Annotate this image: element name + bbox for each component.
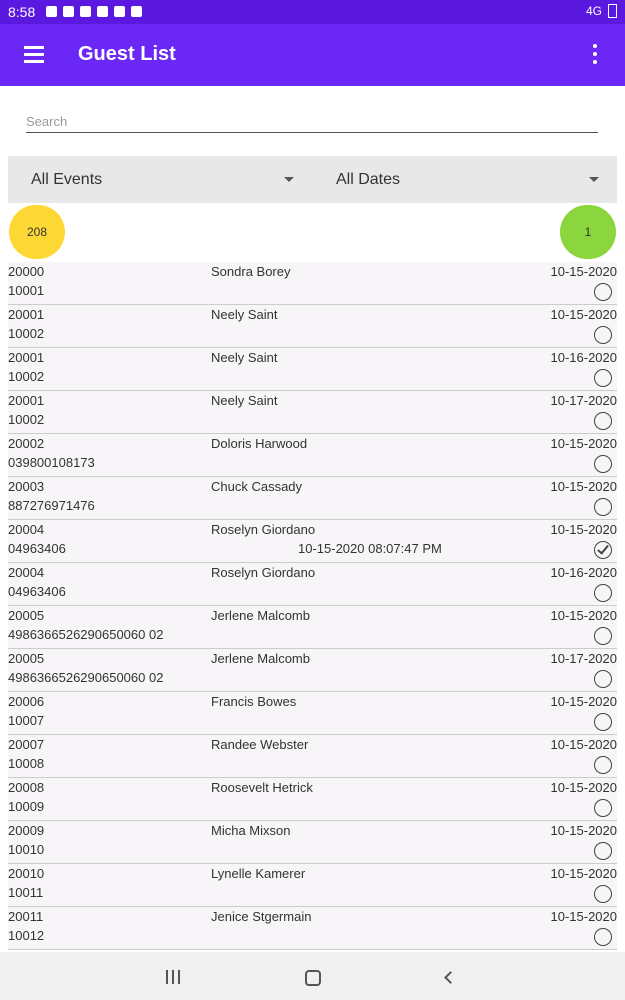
guest-code: 10012 [8, 928, 45, 943]
event-date: 10-17-2020 [550, 651, 617, 666]
guest-code: 10007 [8, 713, 45, 728]
event-date: 10-15-2020 [550, 436, 617, 451]
date-filter-label: All Dates [336, 171, 401, 188]
guest-row[interactable] [8, 778, 617, 821]
dropdown-arrow-icon [589, 177, 599, 182]
guest-row[interactable] [8, 391, 617, 434]
guest-name: Chuck Cassady [211, 479, 303, 494]
radio-unchecked-icon[interactable] [594, 627, 612, 645]
event-date: 10-15-2020 [550, 479, 617, 494]
guest-name: Roselyn Giordano [211, 565, 316, 580]
recent-apps-icon[interactable] [166, 970, 182, 984]
radio-unchecked-icon[interactable] [594, 412, 612, 430]
guest-row[interactable] [8, 606, 617, 649]
guest-id: 20001 [8, 307, 45, 322]
page-title: Guest List [78, 43, 176, 65]
guest-row[interactable] [8, 563, 617, 606]
radio-unchecked-icon[interactable] [594, 756, 612, 774]
guest-name: Micha Mixson [211, 823, 291, 838]
radio-unchecked-icon[interactable] [594, 584, 612, 602]
date-filter-dropdown[interactable] [313, 156, 617, 203]
checked-in-count-badge: 1 [560, 205, 616, 259]
check-circle-icon[interactable] [594, 541, 612, 559]
guest-id: 20010 [8, 866, 45, 881]
radio-unchecked-icon[interactable] [594, 928, 612, 946]
notification-icons [46, 6, 142, 17]
guest-id: 20007 [8, 737, 45, 752]
status-right [586, 4, 617, 18]
bag-icon [46, 6, 57, 17]
event-date: 10-16-2020 [550, 565, 617, 580]
guest-id: 20003 [8, 479, 45, 494]
dropdown-arrow-icon [284, 177, 294, 182]
guest-id: 20001 [8, 393, 45, 408]
guest-name: Jerlene Malcomb [211, 608, 310, 623]
wifi-icon [114, 6, 125, 17]
guest-code: 039800108173 [8, 455, 95, 470]
event-date: 10-15-2020 [550, 823, 617, 838]
guest-id: 20005 [8, 651, 45, 666]
guest-name: Roselyn Giordano [211, 522, 316, 537]
guest-name: Lynelle Kamerer [211, 866, 306, 881]
guest-code: 10002 [8, 412, 45, 427]
event-date: 10-15-2020 [550, 737, 617, 752]
guest-name: Roosevelt Hetrick [211, 780, 313, 795]
guest-row[interactable] [8, 907, 617, 950]
image-icon [131, 6, 142, 17]
guest-code: 10002 [8, 326, 45, 341]
guest-code: 04963406 [8, 541, 66, 556]
guest-name: Neely Saint [211, 350, 278, 365]
event-date: 10-15-2020 [550, 866, 617, 881]
guest-name: Francis Bowes [211, 694, 297, 709]
guest-row[interactable] [8, 821, 617, 864]
guest-id: 20004 [8, 522, 45, 537]
guest-name: Neely Saint [211, 393, 278, 408]
radio-unchecked-icon[interactable] [594, 842, 612, 860]
event-filter-label: All Events [31, 171, 103, 188]
guest-code: 10011 [8, 885, 44, 900]
event-date: 10-15-2020 [550, 909, 617, 924]
event-date: 10-15-2020 [550, 264, 617, 279]
guest-name: Randee Webster [211, 737, 309, 752]
guest-list [8, 262, 617, 950]
event-date: 10-15-2020 [550, 694, 617, 709]
guest-id: 20011 [8, 909, 44, 924]
radio-unchecked-icon[interactable] [594, 799, 612, 817]
guest-name: Jenice Stgermain [211, 909, 312, 924]
event-filter-dropdown[interactable] [8, 156, 308, 203]
status-time: 8:58 [8, 4, 36, 20]
guest-id: 20001 [8, 350, 45, 365]
guest-name: Doloris Harwood [211, 436, 308, 451]
radio-unchecked-icon[interactable] [594, 885, 612, 903]
back-icon[interactable] [444, 971, 457, 984]
status-bar [0, 0, 625, 24]
guest-row[interactable] [8, 305, 617, 348]
guest-row[interactable] [8, 735, 617, 778]
radio-unchecked-icon[interactable] [594, 455, 612, 473]
guest-name: Sondra Borey [211, 264, 291, 279]
radio-unchecked-icon[interactable] [594, 670, 612, 688]
guest-id: 20009 [8, 823, 45, 838]
guest-id: 20000 [8, 264, 45, 279]
guest-code: 10010 [8, 842, 45, 857]
radio-unchecked-icon[interactable] [594, 369, 612, 387]
guest-row[interactable] [8, 864, 617, 907]
system-nav-bar [0, 952, 625, 1000]
more-vert-icon[interactable] [587, 44, 603, 64]
radio-unchecked-icon[interactable] [594, 283, 612, 301]
home-icon[interactable] [305, 970, 321, 986]
app-icon [97, 6, 108, 17]
app-bar [0, 24, 625, 86]
guest-code: 4986366526290650060 02 [8, 627, 164, 642]
guest-row[interactable] [8, 649, 617, 692]
guest-row[interactable] [8, 692, 617, 735]
guest-id: 20004 [8, 565, 45, 580]
guest-row[interactable] [8, 520, 617, 563]
bell-icon [80, 6, 91, 17]
filter-bar [8, 156, 617, 203]
guest-code: 10002 [8, 369, 45, 384]
radio-unchecked-icon[interactable] [594, 498, 612, 516]
guest-code: 4986366526290650060 02 [8, 670, 164, 685]
radio-unchecked-icon[interactable] [594, 326, 612, 344]
network-indicator: 4G [585, 4, 602, 18]
guest-name: Neely Saint [211, 307, 278, 322]
menu-icon[interactable] [24, 46, 46, 64]
guest-row[interactable] [8, 348, 617, 391]
event-date: 10-15-2020 [550, 522, 617, 537]
total-count-badge: 208 [9, 205, 65, 259]
guest-row[interactable] [8, 262, 617, 305]
guest-code: 10008 [8, 756, 45, 771]
event-date: 10-16-2020 [550, 350, 617, 365]
battery-icon [608, 4, 617, 18]
guest-id: 20005 [8, 608, 45, 623]
guest-row[interactable] [8, 477, 617, 520]
guest-id: 20002 [8, 436, 45, 451]
checkin-time: 10-15-2020 08:07:47 PM [298, 541, 442, 556]
event-date: 10-15-2020 [550, 608, 617, 623]
search-input[interactable] [26, 110, 598, 133]
radio-unchecked-icon[interactable] [594, 713, 612, 731]
guest-code: 887276971476 [8, 498, 95, 513]
guest-code: 10001 [8, 283, 45, 298]
guest-name: Jerlene Malcomb [211, 651, 310, 666]
guest-code: 04963406 [8, 584, 66, 599]
event-date: 10-15-2020 [550, 307, 617, 322]
guest-id: 20006 [8, 694, 45, 709]
event-date: 10-17-2020 [550, 393, 617, 408]
guest-code: 10009 [8, 799, 45, 814]
bell-icon [63, 6, 74, 17]
guest-row[interactable] [8, 434, 617, 477]
guest-id: 20008 [8, 780, 45, 795]
event-date: 10-15-2020 [550, 780, 617, 795]
